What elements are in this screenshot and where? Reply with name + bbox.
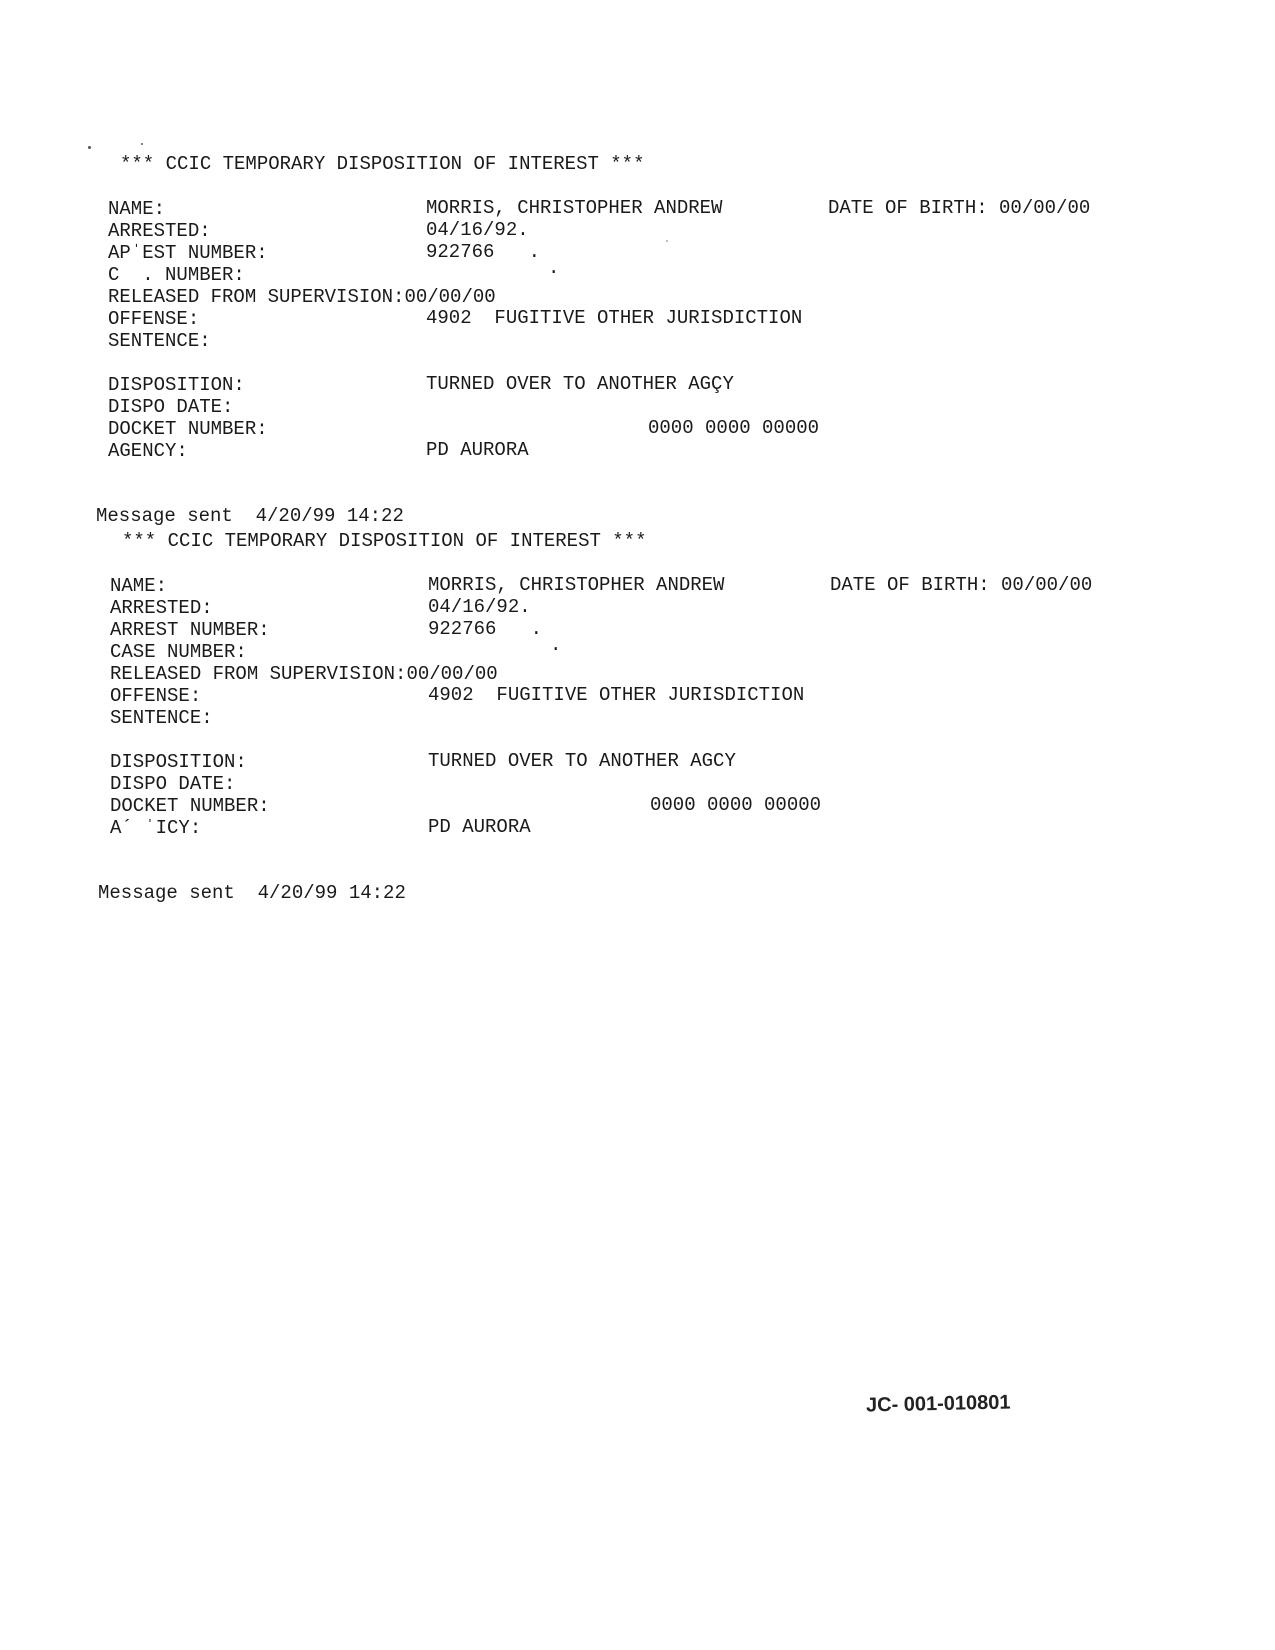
scan-speck [666, 240, 668, 242]
case-number-label: CASE NUMBER: [110, 641, 247, 663]
offense-value: 4902 FUGITIVE OTHER JURISDICTION [426, 307, 803, 329]
offense-value: 4902 FUGITIVE OTHER JURISDICTION [428, 684, 805, 706]
released-from-supervision: RELEASED FROM SUPERVISION:00/00/00 [108, 286, 496, 308]
offense-label: OFFENSE: [108, 308, 200, 330]
agency-value: PD AURORA [428, 816, 531, 838]
docket-number-label: DOCKET NUMBER: [108, 418, 268, 440]
agency-label: A´ ˈICY: [110, 817, 202, 839]
docket-number-label: DOCKET NUMBER: [110, 795, 270, 817]
name-value: MORRIS, CHRISTOPHER ANDREW [428, 574, 725, 596]
docket-number-value: 0000 0000 00000 [648, 417, 820, 439]
sentence-label: SENTENCE: [110, 707, 213, 729]
case-number-value: . [550, 634, 562, 656]
arrested-value: 04/16/92. [428, 596, 531, 618]
case-number-value: . [548, 257, 560, 279]
dispo-date-label: DISPO DATE: [110, 773, 236, 795]
offense-label: OFFENSE: [110, 685, 202, 707]
arrest-number-label: ARREST NUMBER: [110, 619, 270, 641]
message-sent: Message sent 4/20/99 14:22 [96, 505, 404, 527]
arrested-value: 04/16/92. [426, 219, 529, 241]
case-number-label: C . NUMBER: [108, 264, 245, 286]
date-of-birth: DATE OF BIRTH: 00/00/00 [830, 574, 1093, 596]
record-header: *** CCIC TEMPORARY DISPOSITION OF INTEREST *** [122, 530, 647, 552]
sentence-label: SENTENCE: [108, 330, 211, 352]
arrest-number-value: 922766 . [426, 241, 541, 263]
scan-speck [141, 143, 143, 145]
disposition-label: DISPOSITION: [108, 374, 245, 396]
record-header: *** CCIC TEMPORARY DISPOSITION OF INTEREST *** [120, 153, 645, 175]
arrest-number-label: APˈEST NUMBER: [108, 242, 268, 264]
date-of-birth: DATE OF BIRTH: 00/00/00 [828, 197, 1091, 219]
disposition-value: TURNED OVER TO ANOTHER AGCY [428, 750, 736, 772]
agency-label: AGENCY: [108, 440, 188, 462]
arrest-number-value: 922766 . [428, 618, 543, 640]
dispo-date-label: DISPO DATE: [108, 396, 234, 418]
message-sent: Message sent 4/20/99 14:22 [98, 882, 406, 904]
name-value: MORRIS, CHRISTOPHER ANDREW [426, 197, 723, 219]
name-label: NAME: [108, 198, 166, 220]
arrested-label: ARRESTED: [110, 597, 213, 619]
document-id: JC- 001-010801 [865, 1391, 1011, 1417]
docket-number-value: 0000 0000 00000 [650, 794, 822, 816]
disposition-value: TURNED OVER TO ANOTHER AGÇY [426, 373, 734, 395]
disposition-label: DISPOSITION: [110, 751, 247, 773]
scan-speck [88, 146, 91, 149]
released-from-supervision: RELEASED FROM SUPERVISION:00/00/00 [110, 663, 498, 685]
arrested-label: ARRESTED: [108, 220, 211, 242]
name-label: NAME: [110, 575, 168, 597]
agency-value: PD AURORA [426, 439, 529, 461]
